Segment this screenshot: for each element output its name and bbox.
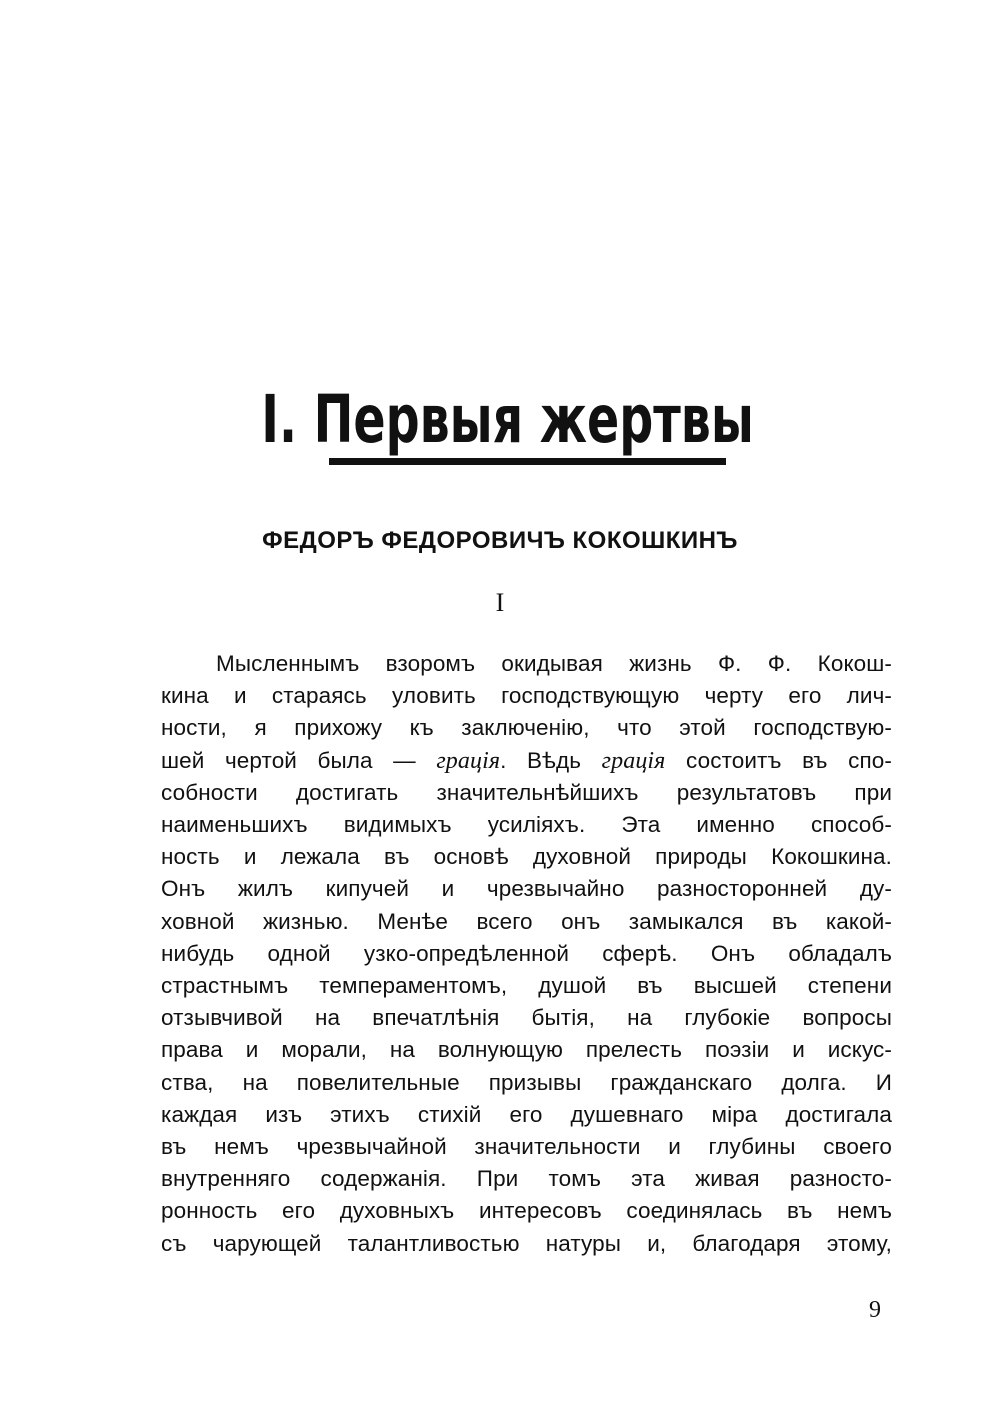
section-number: I [495,588,505,617]
text-line: каждая изъ этихъ стихій его душевнаго міра достигала [161,1101,892,1127]
text-line: ства, на повелительные призывы гражданскаго долга. И [161,1069,892,1095]
text-line: отзывчивой на впечатлѣнія бытія, на глубокіе вопросы [161,1005,892,1031]
text-line: кина и стараясь уловить господствующую черту его лич- [161,683,892,709]
italic-word: грація [436,747,501,774]
text-line: внутренняго содержанія. При томъ эта живая разносто- [161,1166,892,1192]
text-line: ховной жизнью. Менѣе всего онъ замыкался въ какой- [161,908,892,934]
text-line: права и морали, на волнующую прелесть поэзіи и искус- [161,1037,892,1063]
text-line: шей чертой была — грація. Вѣдь грація состоитъ въ спо- [161,747,892,774]
text-line: въ немъ чрезвычайной значительности и глубины своего [161,1134,892,1160]
page-number: 9 [869,1297,881,1323]
text-line: ронность его духовныхъ интересовъ соединялась въ немъ [161,1198,892,1224]
chapter-title: I. Первыя жертвы [261,381,754,458]
italic-word: грація [601,747,666,774]
text-line: собности достигать значительнѣйшихъ результатовъ при [161,779,892,805]
text-line: ности, я прихожу къ заключенію, что этой господствую- [161,715,892,741]
title-underline-rule [329,458,726,465]
body-paragraph [161,648,892,1260]
text-line: наименьшихъ видимыхъ усиліяхъ. Эта именно способ- [161,812,892,838]
text-line: нибудь одной узко-опредѣленной сферѣ. Онъ обладалъ [161,940,892,966]
text-line: Онъ жилъ кипучей и чрезвычайно разносторонней ду- [161,876,892,902]
text-line: страстнымъ темпераментомъ, душой въ высшей степени [161,973,892,999]
text-line: Мысленнымъ взоромъ окидывая жизнь Ф. Ф. Кокош- [216,651,892,676]
person-heading: ФЕДОРЪ ФЕДОРОВИЧЪ КОКОШКИНЪ [262,527,738,554]
text-line: ность и лежала въ основѣ духовной природы Кокошкина. [161,844,892,870]
text-line: съ чарующей талантливостью натуры и, благодаря этому, [161,1230,892,1256]
